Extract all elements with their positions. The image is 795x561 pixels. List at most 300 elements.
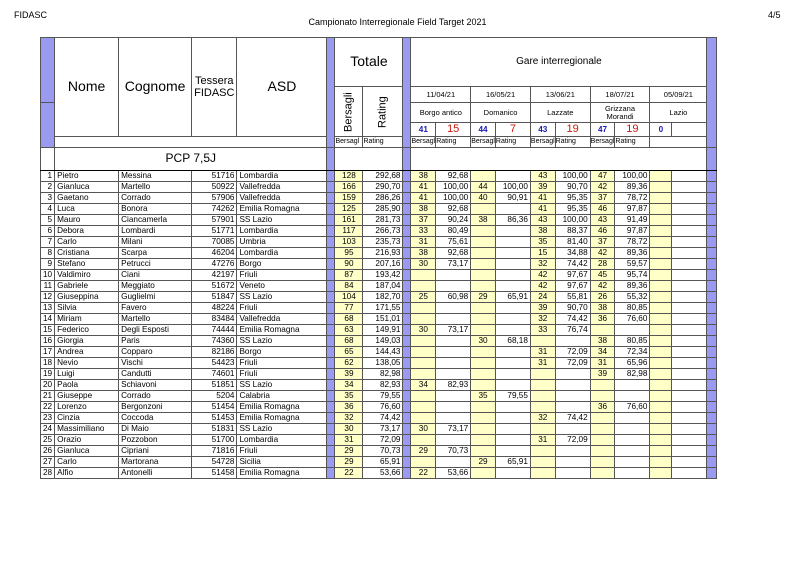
row-rank: 16 xyxy=(41,336,55,347)
ev5-rating xyxy=(672,259,707,270)
ev4-rating xyxy=(615,468,650,479)
row-rank: 28 xyxy=(41,468,55,479)
table-row xyxy=(41,182,717,193)
ev5-rating xyxy=(672,281,707,292)
ev3-bersagli: 42 xyxy=(530,281,555,292)
first-name: Lorenzo xyxy=(55,402,119,413)
ev2-rating xyxy=(495,171,530,182)
event-rating-1: 15 xyxy=(436,123,471,137)
event-date-5: 05/09/21 xyxy=(650,87,707,103)
first-name: Giorgia xyxy=(55,336,119,347)
ev5-rating xyxy=(672,204,707,215)
ev1-rating xyxy=(436,303,471,314)
tessera: 51851 xyxy=(192,380,237,391)
column-gap xyxy=(707,182,717,193)
ev1-bersagli: 34 xyxy=(411,380,436,391)
ev5-rating xyxy=(672,413,707,424)
row-rank: 25 xyxy=(41,435,55,446)
ev4-rating: 95,74 xyxy=(615,270,650,281)
tessera: 57906 xyxy=(192,193,237,204)
ev3-rating: 95,35 xyxy=(555,193,590,204)
column-gap xyxy=(327,325,335,336)
ev5-rating xyxy=(672,369,707,380)
column-gap xyxy=(707,193,717,204)
total-rating: 216,93 xyxy=(363,248,403,259)
row-rank: 4 xyxy=(41,204,55,215)
tessera: 83484 xyxy=(192,314,237,325)
asd: Emilia Romagna xyxy=(237,204,327,215)
event-bersagli-1: 41 xyxy=(411,123,436,137)
column-gap xyxy=(403,171,411,182)
ev1-bersagli xyxy=(411,314,436,325)
tessera: 74601 xyxy=(192,369,237,380)
ev2-bersagli xyxy=(471,204,496,215)
asd: Lombardia xyxy=(237,248,327,259)
header-gap-left xyxy=(327,38,335,148)
total-rating: 281,73 xyxy=(363,215,403,226)
column-gap xyxy=(403,303,411,314)
column-gap xyxy=(707,248,717,259)
ev5-bersagli xyxy=(650,391,672,402)
ev2-bersagli xyxy=(471,237,496,248)
ev5-rating xyxy=(672,171,707,182)
ev5-bersagli xyxy=(650,248,672,259)
total-bersagli: 95 xyxy=(335,248,363,259)
ev1-rating: 53,66 xyxy=(436,468,471,479)
ev4-bersagli xyxy=(590,446,615,457)
first-name: Luca xyxy=(55,204,119,215)
ev2-rating xyxy=(495,347,530,358)
ev3-bersagli: 42 xyxy=(530,270,555,281)
ev2-rating xyxy=(495,424,530,435)
event-rating-4: 19 xyxy=(615,123,650,137)
ev5-bersagli xyxy=(650,457,672,468)
first-name: Gianluca xyxy=(55,446,119,457)
ev2-rating xyxy=(495,468,530,479)
ev3-bersagli: 31 xyxy=(530,347,555,358)
asd: Friuli xyxy=(237,369,327,380)
row-rank: 8 xyxy=(41,248,55,259)
ev1-bersagli: 38 xyxy=(411,204,436,215)
first-name: Gabriele xyxy=(55,281,119,292)
first-name: Andrea xyxy=(55,347,119,358)
ev2-bersagli xyxy=(471,248,496,259)
ev2-rating xyxy=(495,358,530,369)
ev1-bersagli: 41 xyxy=(411,182,436,193)
ev1-bersagli: 25 xyxy=(411,292,436,303)
ev5-bersagli xyxy=(650,413,672,424)
ev4-rating xyxy=(615,391,650,402)
ev4-bersagli xyxy=(590,391,615,402)
column-gap xyxy=(403,248,411,259)
ev1-rating xyxy=(436,281,471,292)
last-name: Ciancamerla xyxy=(119,215,192,226)
column-gap xyxy=(403,391,411,402)
tessera: 47276 xyxy=(192,259,237,270)
column-gap xyxy=(707,402,717,413)
header-nome: Nome xyxy=(55,38,119,137)
ev4-rating: 76,60 xyxy=(615,314,650,325)
ev5-bersagli xyxy=(650,171,672,182)
column-gap xyxy=(707,292,717,303)
ev1-rating xyxy=(436,402,471,413)
first-name: Miriam xyxy=(55,314,119,325)
ev5-bersagli xyxy=(650,182,672,193)
ev5-bersagli xyxy=(650,270,672,281)
page-number: 4/5 xyxy=(768,10,781,20)
ev1-rating xyxy=(436,369,471,380)
table-row xyxy=(41,457,717,468)
ev5-rating xyxy=(672,215,707,226)
ev5-bersagli xyxy=(650,193,672,204)
column-gap xyxy=(403,435,411,446)
ev2-rating: 90,91 xyxy=(495,193,530,204)
ev1-bersagli: 38 xyxy=(411,248,436,259)
total-rating: 74,42 xyxy=(363,413,403,424)
row-rank: 19 xyxy=(41,369,55,380)
last-name: Coccoda xyxy=(119,413,192,424)
ev1-rating xyxy=(436,347,471,358)
column-gap xyxy=(403,336,411,347)
ev3-rating: 81,40 xyxy=(555,237,590,248)
ev4-rating: 82,98 xyxy=(615,369,650,380)
last-name: Messina xyxy=(119,171,192,182)
ev1-rating: 92,68 xyxy=(436,171,471,182)
asd: Vallefredda xyxy=(237,193,327,204)
total-bersagli: 35 xyxy=(335,391,363,402)
ev3-rating xyxy=(555,391,590,402)
ev4-bersagli: 28 xyxy=(590,259,615,270)
ev5-bersagli xyxy=(650,347,672,358)
last-name: Petrucci xyxy=(119,259,192,270)
column-gap xyxy=(403,314,411,325)
ev1-rating: 80,49 xyxy=(436,226,471,237)
total-bersagli: 159 xyxy=(335,193,363,204)
ev2-bersagli xyxy=(471,435,496,446)
ev1-rating xyxy=(436,358,471,369)
ev3-rating: 72,09 xyxy=(555,358,590,369)
tessera: 5204 xyxy=(192,391,237,402)
ev1-bersagli xyxy=(411,369,436,380)
column-gap xyxy=(327,446,335,457)
ev3-rating xyxy=(555,457,590,468)
event-date-4: 18/07/21 xyxy=(590,87,650,103)
ev3-bersagli: 41 xyxy=(530,193,555,204)
ev1-bersagli: 30 xyxy=(411,424,436,435)
ev2-bersagli xyxy=(471,259,496,270)
ev3-rating: 90,70 xyxy=(555,303,590,314)
last-name: Cipriani xyxy=(119,446,192,457)
sub-b-5: Bersagl xyxy=(590,137,615,148)
column-gap xyxy=(403,446,411,457)
total-rating: 72,09 xyxy=(363,435,403,446)
column-gap xyxy=(707,347,717,358)
ev4-rating: 89,36 xyxy=(615,248,650,259)
category-margin xyxy=(41,148,55,171)
cat-totale xyxy=(335,148,403,171)
ev2-bersagli xyxy=(471,171,496,182)
ev5-rating xyxy=(672,347,707,358)
header-bersagli: Bersagli xyxy=(335,87,363,137)
column-gap xyxy=(327,193,335,204)
last-name: Martorana xyxy=(119,457,192,468)
sub-r-4: Rating xyxy=(555,137,590,148)
ev2-bersagli xyxy=(471,446,496,457)
total-bersagli: 29 xyxy=(335,457,363,468)
ev3-bersagli xyxy=(530,369,555,380)
tessera: 74360 xyxy=(192,336,237,347)
tessera: 46204 xyxy=(192,248,237,259)
ev5-rating xyxy=(672,446,707,457)
total-rating: 149,91 xyxy=(363,325,403,336)
total-bersagli: 166 xyxy=(335,182,363,193)
total-rating: 290,70 xyxy=(363,182,403,193)
ev3-rating: 74,42 xyxy=(555,413,590,424)
last-name: Degli Esposti xyxy=(119,325,192,336)
ev3-bersagli: 41 xyxy=(530,204,555,215)
ev2-rating: 65,91 xyxy=(495,292,530,303)
tessera: 57901 xyxy=(192,215,237,226)
asd: Emilia Romagna xyxy=(237,413,327,424)
ev2-rating xyxy=(495,380,530,391)
ev5-bersagli xyxy=(650,468,672,479)
table-row xyxy=(41,358,717,369)
column-gap xyxy=(707,237,717,248)
table-row xyxy=(41,215,717,226)
sub-r-3: Rating xyxy=(495,137,530,148)
ev4-rating: 91,49 xyxy=(615,215,650,226)
ev1-bersagli: 41 xyxy=(411,193,436,204)
ev3-rating: 95,35 xyxy=(555,204,590,215)
table-row xyxy=(41,424,717,435)
total-bersagli: 68 xyxy=(335,336,363,347)
ev3-bersagli xyxy=(530,457,555,468)
ev4-bersagli: 46 xyxy=(590,226,615,237)
column-gap xyxy=(327,215,335,226)
column-gap xyxy=(403,369,411,380)
ev5-bersagli xyxy=(650,281,672,292)
tessera: 51716 xyxy=(192,171,237,182)
total-bersagli: 103 xyxy=(335,237,363,248)
total-bersagli: 39 xyxy=(335,369,363,380)
column-gap xyxy=(327,413,335,424)
ev1-rating: 75,61 xyxy=(436,237,471,248)
ev2-bersagli xyxy=(471,226,496,237)
ev4-bersagli xyxy=(590,424,615,435)
ev3-bersagli xyxy=(530,336,555,347)
asd: Vallefredda xyxy=(237,314,327,325)
ev4-rating: 72,34 xyxy=(615,347,650,358)
ev4-rating: 89,36 xyxy=(615,281,650,292)
total-bersagli: 117 xyxy=(335,226,363,237)
ev2-bersagli: 35 xyxy=(471,391,496,402)
ev4-bersagli xyxy=(590,468,615,479)
ev4-rating: 97,87 xyxy=(615,226,650,237)
ev2-rating xyxy=(495,446,530,457)
ev1-bersagli xyxy=(411,303,436,314)
ev1-bersagli: 29 xyxy=(411,446,436,457)
ev1-bersagli xyxy=(411,435,436,446)
tessera: 54423 xyxy=(192,358,237,369)
ev2-rating xyxy=(495,204,530,215)
sub-b-3: Bersagl xyxy=(471,137,496,148)
total-rating: 266,73 xyxy=(363,226,403,237)
last-name: Milani xyxy=(119,237,192,248)
last-name: Ciani xyxy=(119,270,192,281)
last-name: Vischi xyxy=(119,358,192,369)
ev1-rating xyxy=(436,457,471,468)
ev5-rating xyxy=(672,391,707,402)
header-gap-right xyxy=(707,38,717,148)
total-rating: 144,43 xyxy=(363,347,403,358)
tessera: 51771 xyxy=(192,226,237,237)
ev2-bersagli xyxy=(471,347,496,358)
column-gap xyxy=(327,237,335,248)
table-row xyxy=(41,226,717,237)
row-rank: 27 xyxy=(41,457,55,468)
first-name: Alfio xyxy=(55,468,119,479)
header-rating: Rating xyxy=(363,87,403,137)
ev5-rating xyxy=(672,270,707,281)
ev2-bersagli xyxy=(471,380,496,391)
total-rating: 187,04 xyxy=(363,281,403,292)
total-bersagli: 104 xyxy=(335,292,363,303)
event-bersagli-4: 47 xyxy=(590,123,615,137)
ev1-rating xyxy=(436,391,471,402)
ev1-bersagli xyxy=(411,358,436,369)
ev1-bersagli xyxy=(411,413,436,424)
column-gap xyxy=(327,182,335,193)
column-gap xyxy=(327,303,335,314)
ev5-bersagli xyxy=(650,215,672,226)
tessera: 71816 xyxy=(192,446,237,457)
event-bersagli-3: 43 xyxy=(530,123,555,137)
ev1-bersagli xyxy=(411,281,436,292)
ev4-bersagli: 42 xyxy=(590,182,615,193)
ev5-bersagli xyxy=(650,314,672,325)
ev1-bersagli: 31 xyxy=(411,237,436,248)
ev2-rating xyxy=(495,402,530,413)
column-gap xyxy=(403,182,411,193)
ev2-bersagli xyxy=(471,402,496,413)
table-row xyxy=(41,281,717,292)
ev1-rating: 100,00 xyxy=(436,182,471,193)
ev3-bersagli xyxy=(530,424,555,435)
column-gap xyxy=(403,347,411,358)
ev3-rating: 34,88 xyxy=(555,248,590,259)
header-totale: Totale xyxy=(335,38,403,87)
total-rating: 171,55 xyxy=(363,303,403,314)
asd: Calabria xyxy=(237,391,327,402)
total-bersagli: 36 xyxy=(335,402,363,413)
table-row xyxy=(41,314,717,325)
total-rating: 82,93 xyxy=(363,380,403,391)
ev2-rating: 100,00 xyxy=(495,182,530,193)
first-name: Valdimiro xyxy=(55,270,119,281)
total-bersagli: 31 xyxy=(335,435,363,446)
column-gap xyxy=(327,347,335,358)
tessera: 51672 xyxy=(192,281,237,292)
ev1-rating: 73,17 xyxy=(436,259,471,270)
ev2-rating: 68,18 xyxy=(495,336,530,347)
ev1-rating xyxy=(436,336,471,347)
total-bersagli: 125 xyxy=(335,204,363,215)
first-name: Debora xyxy=(55,226,119,237)
ev4-rating: 97,87 xyxy=(615,204,650,215)
column-gap xyxy=(707,391,717,402)
event-place-2: Domanico xyxy=(471,103,531,123)
column-gap xyxy=(403,468,411,479)
column-gap xyxy=(327,358,335,369)
ev3-rating: 90,70 xyxy=(555,182,590,193)
header-margin xyxy=(41,38,55,103)
column-gap xyxy=(327,435,335,446)
total-rating: 286,26 xyxy=(363,193,403,204)
ev4-bersagli: 37 xyxy=(590,193,615,204)
header-asd: ASD xyxy=(237,38,327,137)
row-rank: 15 xyxy=(41,325,55,336)
ev4-bersagli xyxy=(590,435,615,446)
asd: Friuli xyxy=(237,303,327,314)
ev1-rating: 73,17 xyxy=(436,325,471,336)
ev4-rating xyxy=(615,413,650,424)
ev5-bersagli xyxy=(650,259,672,270)
total-rating: 151,01 xyxy=(363,314,403,325)
ev5-bersagli xyxy=(650,204,672,215)
ev4-rating: 76,60 xyxy=(615,402,650,413)
asd: Lombardia xyxy=(237,226,327,237)
tessera: 51831 xyxy=(192,424,237,435)
ev5-bersagli xyxy=(650,446,672,457)
ev3-rating xyxy=(555,402,590,413)
first-name: Nevio xyxy=(55,358,119,369)
row-rank: 21 xyxy=(41,391,55,402)
ev2-rating: 79,55 xyxy=(495,391,530,402)
sub-r-5: Rating xyxy=(615,137,650,148)
asd: Friuli xyxy=(237,270,327,281)
event-bersagli-5: 0 xyxy=(650,123,672,137)
column-gap xyxy=(327,270,335,281)
column-gap xyxy=(403,424,411,435)
ev5-rating xyxy=(672,314,707,325)
row-rank: 2 xyxy=(41,182,55,193)
table-row xyxy=(41,336,717,347)
column-gap xyxy=(327,402,335,413)
column-gap xyxy=(707,380,717,391)
ev2-rating xyxy=(495,270,530,281)
ev3-bersagli: 35 xyxy=(530,237,555,248)
column-gap xyxy=(327,248,335,259)
table-row xyxy=(41,380,717,391)
column-gap xyxy=(403,226,411,237)
ev4-bersagli: 45 xyxy=(590,270,615,281)
ev2-rating: 86,36 xyxy=(495,215,530,226)
sub-b-2: Bersagl xyxy=(411,137,436,148)
column-gap xyxy=(403,281,411,292)
ev2-bersagli: 29 xyxy=(471,292,496,303)
row-rank: 10 xyxy=(41,270,55,281)
row-rank: 3 xyxy=(41,193,55,204)
ev2-bersagli: 38 xyxy=(471,215,496,226)
ev3-rating: 72,09 xyxy=(555,347,590,358)
last-name: Paris xyxy=(119,336,192,347)
ev2-bersagli xyxy=(471,358,496,369)
event-place-1: Borgo antico xyxy=(411,103,471,123)
row-rank: 13 xyxy=(41,303,55,314)
table-row xyxy=(41,270,717,281)
ev1-bersagli: 22 xyxy=(411,468,436,479)
header-cognome: Cognome xyxy=(119,38,192,137)
